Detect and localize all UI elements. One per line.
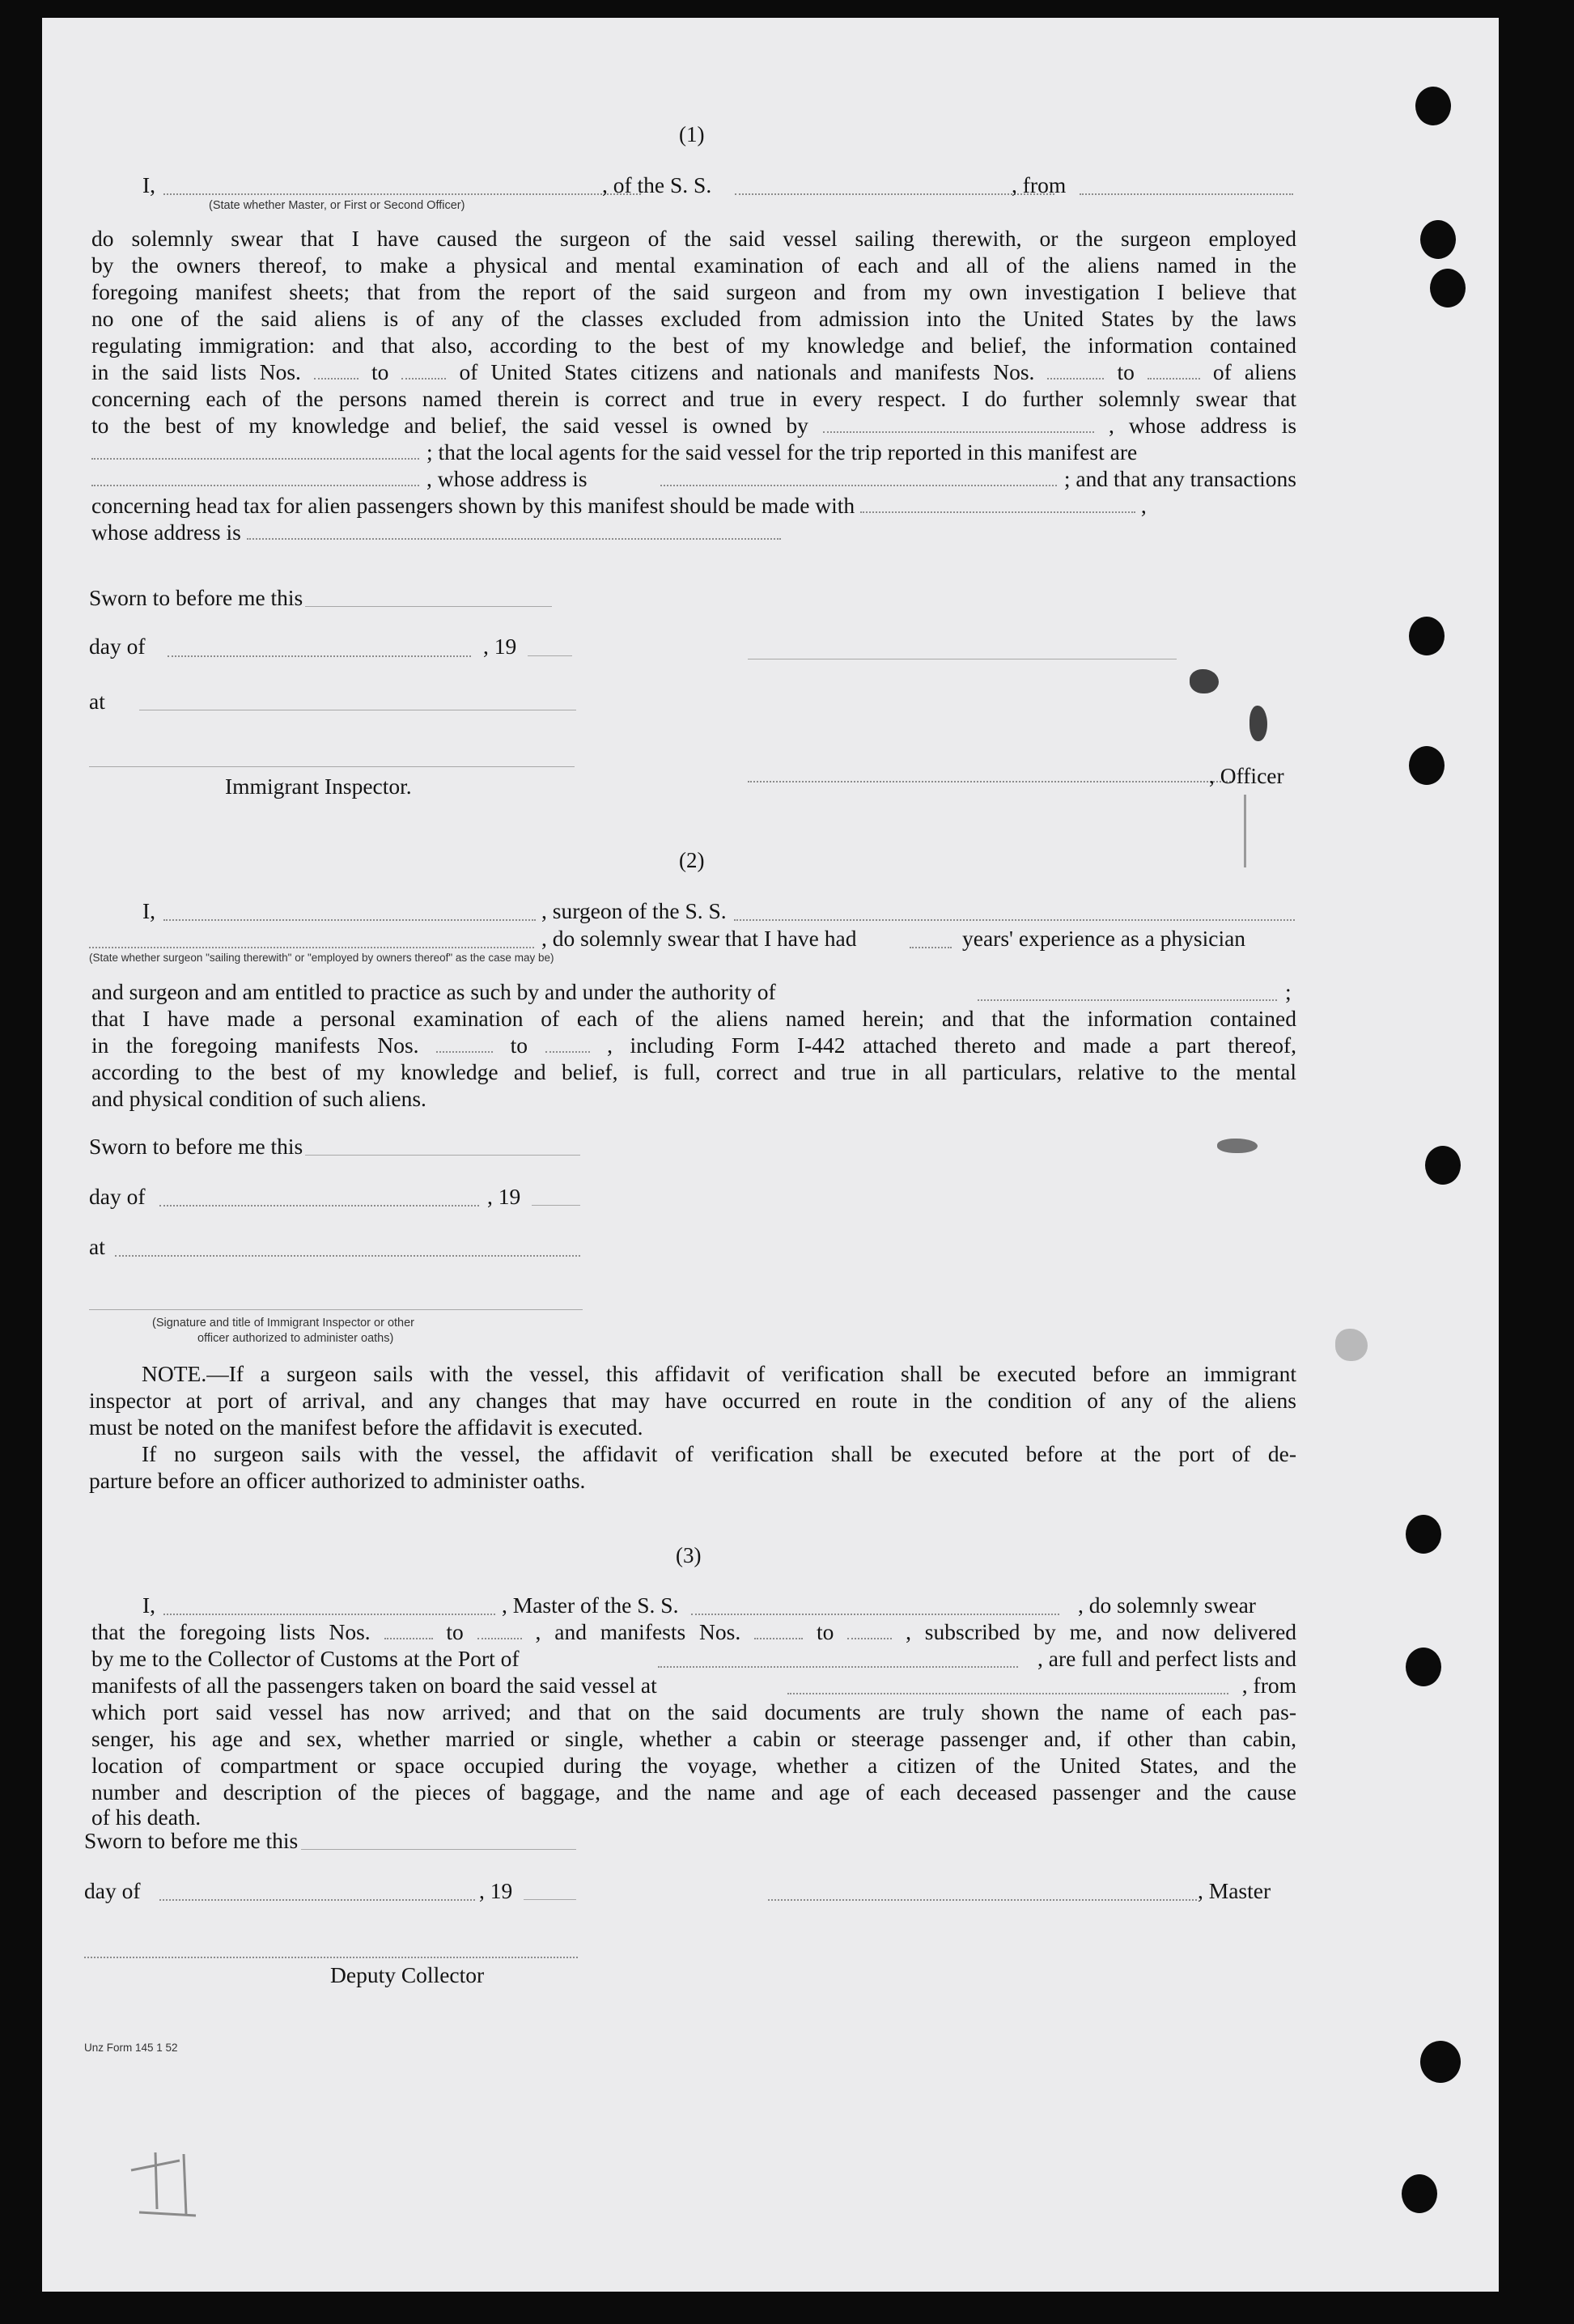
s3-line-3b: , from (1241, 1673, 1296, 1698)
citizen-list-from-field[interactable] (314, 362, 358, 380)
authority-label: and surgeon and am entitled to practice as such by and under the authority of (91, 979, 776, 1004)
s3-to-label-2: to (816, 1619, 834, 1644)
s3-port-field[interactable] (658, 1666, 1018, 1668)
citizen-list-to-field[interactable] (401, 362, 446, 380)
punch-hole-9 (1420, 2041, 1461, 2083)
form-i442-label: , including Form I-442 attached thereto and made a part thereof, (607, 1033, 1297, 1058)
s1-line-5: regulating immigration: and that also, according to the best of my knowledge and belief, the information contained (91, 333, 1296, 358)
manifest-affidavit-page (42, 18, 1499, 2292)
s2-year-label: , 19 (487, 1184, 521, 1209)
punch-hole-5 (1409, 746, 1445, 785)
s1-line-12 (91, 519, 1296, 545)
s2-line-3 (91, 1032, 1296, 1058)
s3-vessel-field[interactable] (691, 1614, 1059, 1615)
owner-address-label: , whose address is (1108, 413, 1297, 438)
s2-vessel-field[interactable] (734, 919, 1295, 921)
s1-sworn-label: Sworn to before me this (89, 585, 303, 610)
s2-at-field[interactable] (115, 1255, 580, 1257)
s3-line-4: which port said vessel has now arrived; and that on the said documents are truly shown the name of each pas- (91, 1699, 1296, 1724)
s3-swear-label: , do solemnly swear (1078, 1592, 1256, 1618)
agents-address-field[interactable] (660, 485, 1057, 486)
s3-line-2b: , are full and perfect lists and (1037, 1646, 1296, 1671)
alien-manifest-to-field[interactable] (1148, 362, 1200, 380)
authority-field[interactable] (978, 999, 1277, 1001)
officer-rank-hint: (State whether Master, or First or Second Officer) (209, 199, 465, 212)
local-agents-field[interactable] (91, 485, 419, 486)
of-ss-label: , of the S. S. (602, 172, 712, 197)
s3-line-7: number and description of the pieces of baggage, and the name and age of each deceased passenger and the cause (91, 1779, 1296, 1804)
s2-signature-hint-1: (Signature and title of Immigrant Inspector or other (152, 1317, 414, 1330)
officer-name-field[interactable] (163, 193, 641, 195)
s3-line-8: of his death. (91, 1804, 202, 1830)
s3-taken-on-label: manifests of all the passengers taken on board the said vessel at (91, 1673, 657, 1698)
note-line-5: parture before an officer authorized to administer oaths. (89, 1468, 586, 1493)
from-port-field[interactable] (1080, 193, 1293, 195)
surgeon-of-ss-label: , surgeon of the S. S. (541, 898, 727, 923)
s2-line-1 (91, 978, 1296, 1005)
ink-smudge-2 (1335, 1329, 1368, 1361)
s2-line-2: that I have made a personal examination of each of the aliens named herein; and that the information contained (91, 1006, 1296, 1031)
s2-line-4: according to the best of my knowledge and belief, is full, correct and true in all particulars, relative to the mental (91, 1059, 1296, 1084)
note-line-1: NOTE.—If a surgeon sails with the vessel, this affidavit of verification shall be executed before an immigrant (142, 1361, 1296, 1386)
comma-label: , (1140, 493, 1147, 518)
s2-sworn-label: Sworn to before me this (89, 1134, 303, 1159)
s3-line-1 (91, 1618, 1296, 1645)
alien-manifest-from-field[interactable] (1047, 362, 1104, 380)
ink-blot-1 (1190, 669, 1219, 693)
years-experience-label-b: years' experience as a physician (962, 926, 1246, 951)
contact-address-field[interactable] (247, 522, 781, 540)
s1-day-field[interactable] (168, 655, 471, 657)
s3-lists-label: that the foregoing lists Nos. (91, 1619, 371, 1644)
s3-day-of-label: day of (84, 1878, 141, 1903)
section-1-number: (1) (679, 122, 705, 146)
s1-line-4: no one of the said aliens is of any of the classes excluded from admission into the United States by the laws (91, 306, 1296, 331)
officer-signature-field[interactable] (748, 781, 1233, 782)
punch-hole-10 (1402, 2174, 1437, 2213)
s1-day-of-label: day of (89, 634, 146, 659)
s3-day-field[interactable] (159, 1899, 475, 1901)
s2-sworn-date-field[interactable] (305, 1155, 580, 1156)
owned-by-label: to the best of my knowledge and belief, the said vessel is owned by (91, 413, 808, 438)
years-experience-label-a: , do solemnly swear that I have had (541, 926, 857, 951)
deputy-collector-signature-field[interactable] (84, 1957, 578, 1958)
master-name-field[interactable] (163, 1614, 495, 1615)
master-of-ss-label: , Master of the S. S. (502, 1592, 679, 1618)
lists-nos-label: in the said lists Nos. (91, 359, 301, 384)
vessel-name-field[interactable] (735, 193, 1054, 195)
s3-list-to-field[interactable] (477, 1622, 522, 1639)
s1-line-3: foregoing manifest sheets; that from the report of the said surgeon and from my own investigation I believe that (91, 279, 1296, 304)
surgeon-name-field[interactable] (163, 919, 536, 921)
of-aliens-label: of aliens (1212, 359, 1297, 384)
surgeon-i-label: I, (142, 898, 156, 923)
s3-sworn-label: Sworn to before me this (84, 1828, 299, 1853)
punch-hole-8 (1406, 1648, 1441, 1686)
punch-hole-3 (1430, 269, 1466, 307)
s2-to-label: to (510, 1033, 528, 1058)
form-number: Unz Form 145 1 52 (84, 2042, 178, 2054)
s2-line-1-end: ; (1285, 979, 1292, 1004)
punch-hole-6 (1425, 1146, 1461, 1185)
s2-day-of-label: day of (89, 1184, 146, 1209)
s3-line-3 (91, 1672, 1296, 1698)
s1-line-7: concerning each of the persons named therein is correct and true in every respect. I do further solemnly swear that (91, 386, 1296, 411)
s3-port-label: by me to the Collector of Customs at the Port of (91, 1646, 520, 1671)
master-signature-field[interactable] (768, 1899, 1197, 1901)
master-i-label-3: I, (142, 1592, 156, 1618)
head-tax-label: concerning head tax for alien passengers shown by this manifest should be made with (91, 493, 855, 518)
from-label: , from (1012, 172, 1067, 197)
s1-year-field[interactable] (528, 655, 572, 656)
s1-at-label: at (89, 689, 105, 714)
contact-address-label: whose address is (91, 520, 241, 545)
owner-address-field[interactable] (91, 458, 419, 460)
manifests-nos-label: in the foregoing manifests Nos. (91, 1033, 419, 1058)
s2-line-5: and physical condition of such aliens. (91, 1086, 426, 1111)
s3-line-6: location of compartment or space occupied during the voyage, whether a citizen of the United States, and the (91, 1753, 1296, 1778)
ink-streak (1244, 795, 1246, 867)
s2-signature-hint-2: officer authorized to administer oaths) (197, 1332, 394, 1345)
pencil-mark (123, 2146, 236, 2219)
s3-manifests-label: , and manifests Nos. (535, 1619, 741, 1644)
immigrant-inspector-label: Immigrant Inspector. (225, 774, 412, 799)
officer-label: , Officer (1209, 763, 1284, 788)
deputy-collector-label: Deputy Collector (330, 1962, 485, 1987)
years-experience-field[interactable] (910, 947, 952, 948)
s2-manifest-from-field[interactable] (436, 1035, 493, 1053)
s1-year-label: , 19 (483, 634, 517, 659)
to-label-2: to (1117, 359, 1135, 384)
section-3-number: (3) (676, 1543, 702, 1567)
citizens-manifests-label: of United States citizens and nationals and manifests Nos. (459, 359, 1035, 384)
head-tax-contact-field[interactable] (860, 495, 1135, 513)
s2-at-label: at (89, 1234, 105, 1259)
s1-line-1: do solemnly swear that I have caused the surgeon of the said vessel sailing therewith, or the surgeon employed (91, 226, 1296, 251)
s1-line-8 (91, 412, 1296, 439)
punch-hole-7 (1406, 1515, 1441, 1554)
s3-embark-port-field[interactable] (787, 1693, 1228, 1694)
s1-line-2: by the owners thereof, to make a physical and mental examination of each and all of the aliens named in the (91, 252, 1296, 278)
surgeon-status-hint: (State whether surgeon "sailing therewith" or "employed by owners thereof" as the case may be) (89, 952, 554, 964)
note-line-2: inspector at port of arrival, and any changes that may have occurred en route in the condition of any of the aliens (89, 1388, 1296, 1413)
s1-line-10a: , whose address is (426, 466, 588, 491)
s3-manifest-from-field[interactable] (754, 1622, 803, 1639)
s3-delivered-label: , subscribed by me, and now delivered (906, 1619, 1297, 1644)
surgeon-status-field[interactable] (89, 947, 534, 948)
master-label: , Master (1198, 1878, 1271, 1903)
ink-smudge-1 (1217, 1139, 1258, 1153)
section-2-number: (2) (679, 848, 705, 872)
to-label: to (371, 359, 389, 384)
s2-day-field[interactable] (159, 1205, 479, 1207)
s2-signature-field[interactable] (89, 1309, 583, 1310)
s1-line-6 (91, 358, 1296, 385)
note-line-3: must be noted on the manifest before the affidavit is executed. (89, 1414, 643, 1440)
note-line-4: If no surgeon sails with the vessel, the affidavit of verification shall be executed before at the port of de- (142, 1441, 1296, 1466)
s3-year-label: , 19 (479, 1878, 513, 1903)
s3-line-5: senger, his age and sex, whether married or single, whether a cabin or steerage passenger and, if other than cabin, (91, 1726, 1296, 1751)
master-i-label: I, (142, 172, 156, 197)
s2-manifest-to-field[interactable] (545, 1035, 590, 1053)
s2-year-field[interactable] (532, 1205, 580, 1206)
punch-hole-1 (1415, 87, 1451, 125)
punch-hole-2 (1420, 220, 1456, 259)
ink-blot-2 (1249, 706, 1267, 741)
s1-sworn-date-field[interactable] (305, 606, 552, 607)
s3-sworn-date-field[interactable] (301, 1849, 576, 1850)
s3-list-from-field[interactable] (384, 1622, 433, 1639)
s1-line-9: ; that the local agents for the said vessel for the trip reported in this manifest are (426, 439, 1138, 464)
s3-to-label: to (446, 1619, 464, 1644)
s1-line-11 (91, 492, 1296, 519)
punch-hole-4 (1409, 617, 1445, 655)
owner-field[interactable] (823, 415, 1094, 433)
s3-year-field[interactable] (524, 1899, 576, 1900)
inspector-signature-field[interactable] (89, 766, 575, 767)
s1-line-10b: ; and that any transactions (1063, 466, 1296, 491)
s3-manifest-to-field[interactable] (847, 1622, 892, 1639)
